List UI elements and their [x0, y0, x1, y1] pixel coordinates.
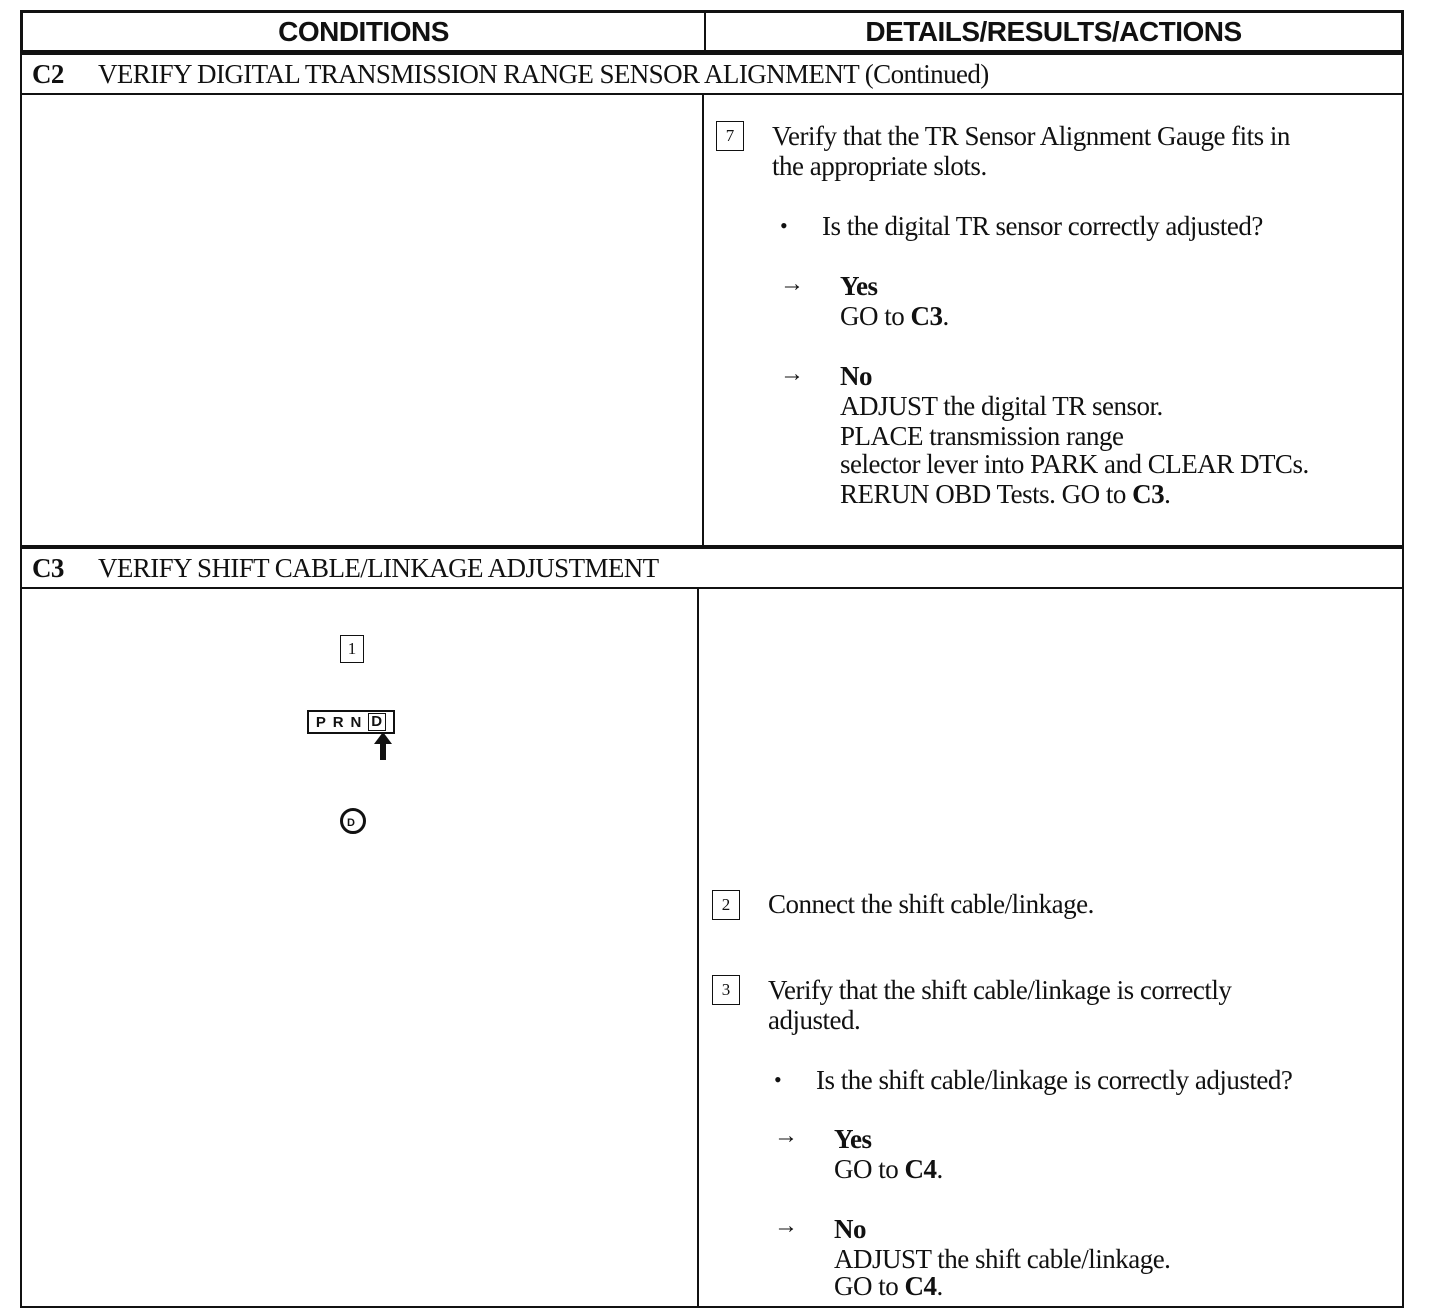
- section-c2-title: [20, 53, 1404, 95]
- c2-no-line4-suffix: .: [1164, 479, 1171, 509]
- gear-selector-indicator: [307, 710, 395, 734]
- section-c3-body: [20, 589, 1404, 1308]
- section-c2-title-text: VERIFY DIGITAL TRANSMISSION RANGE SENSOR ALIGNMENT (Continued): [98, 58, 989, 89]
- c3-no-line2-suffix: .: [936, 1271, 943, 1301]
- drive-circle-icon: D: [340, 808, 366, 834]
- section-c3-code: C3: [32, 552, 64, 583]
- c3-yes-action: [834, 1154, 943, 1184]
- section-c2-code: C2: [32, 58, 64, 89]
- c3-no-label: No: [834, 1214, 866, 1244]
- c2-yes-action: [840, 301, 949, 331]
- c3-no-line2-prefix: GO to: [834, 1271, 905, 1301]
- c2-no-label: No: [840, 361, 872, 391]
- arrow-up-icon: [374, 732, 392, 760]
- c2-yes-action-target: C3: [910, 301, 943, 331]
- arrow-right-icon: →: [780, 361, 804, 387]
- diagram-step-1-badge: 1: [340, 635, 364, 663]
- step-7-text-line1: Verify that the TR Sensor Alignment Gauge fits in: [772, 121, 1290, 151]
- gear-p: P: [315, 713, 327, 731]
- c3-no-line1: ADJUST the shift cable/linkage.: [834, 1244, 1171, 1274]
- gear-n: N: [350, 713, 363, 731]
- c3-question: Is the shift cable/linkage is correctly adjusted?: [816, 1065, 1293, 1095]
- c2-no-line3: selector lever into PARK and CLEAR DTCs.: [840, 449, 1309, 479]
- c3-yes-action-target: C4: [904, 1154, 937, 1184]
- column-divider: [702, 95, 704, 545]
- bullet-icon: •: [780, 213, 788, 238]
- gear-r: R: [332, 713, 345, 731]
- arrow-right-icon: →: [774, 1213, 798, 1239]
- step-7-badge: 7: [716, 121, 744, 151]
- bullet-icon: •: [774, 1067, 782, 1092]
- arrow-right-icon: →: [780, 271, 804, 297]
- step-2-badge: 2: [712, 890, 740, 920]
- diagnostic-table: [20, 10, 1404, 1308]
- c2-no-line4-target: C3: [1132, 479, 1165, 509]
- column-divider: [697, 589, 699, 1306]
- c3-yes-action-prefix: GO to: [834, 1154, 905, 1184]
- c3-no-line2-target: C4: [904, 1271, 937, 1301]
- arrow-right-icon: →: [774, 1123, 798, 1149]
- c3-yes-label: Yes: [834, 1124, 872, 1154]
- c2-no-line2: PLACE transmission range: [840, 421, 1124, 451]
- c2-yes-action-suffix: .: [942, 301, 949, 331]
- step-3-badge: 3: [712, 975, 740, 1005]
- table-header: [20, 10, 1404, 53]
- section-c3-title: [20, 547, 1404, 589]
- c2-yes-label: Yes: [840, 271, 878, 301]
- c2-yes-action-prefix: GO to: [840, 301, 911, 331]
- c3-yes-action-suffix: .: [936, 1154, 943, 1184]
- gear-d: D: [368, 713, 386, 731]
- section-c2-body: [20, 95, 1404, 547]
- c2-question: Is the digital TR sensor correctly adjusted?: [822, 211, 1263, 241]
- step-3-text-line1: Verify that the shift cable/linkage is correctly: [768, 975, 1232, 1005]
- step-7-text-line2: the appropriate slots.: [772, 151, 987, 181]
- conditions-header: CONDITIONS: [23, 13, 706, 50]
- c3-no-line2: [834, 1271, 943, 1301]
- step-2-text: Connect the shift cable/linkage.: [768, 889, 1094, 919]
- c2-no-line4-prefix: RERUN OBD Tests. GO to: [840, 479, 1133, 509]
- section-c3-title-text: VERIFY SHIFT CABLE/LINKAGE ADJUSTMENT: [98, 552, 659, 583]
- c2-no-line4: [840, 479, 1170, 509]
- step-3-text-line2: adjusted.: [768, 1005, 861, 1035]
- c2-no-line1: ADJUST the digital TR sensor.: [840, 391, 1163, 421]
- details-header: DETAILS/RESULTS/ACTIONS: [865, 15, 1242, 47]
